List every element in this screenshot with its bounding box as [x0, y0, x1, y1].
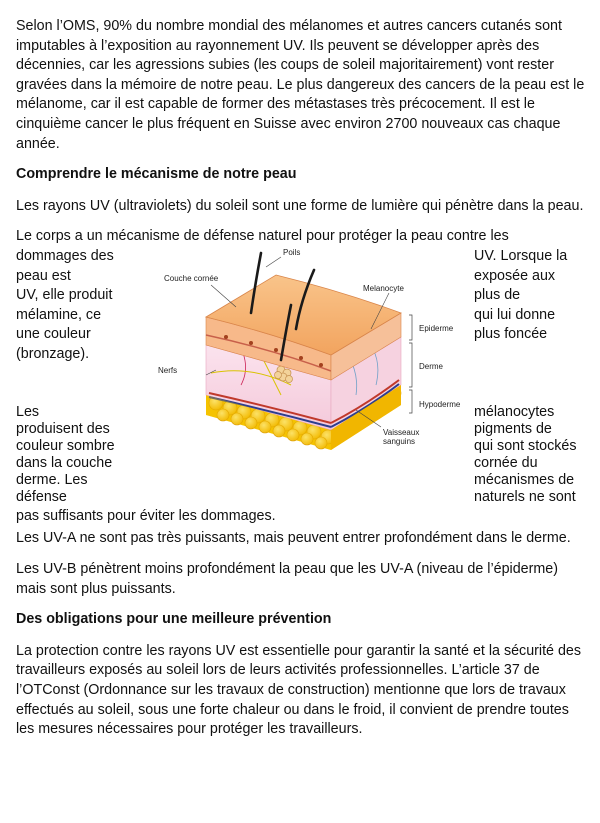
uv-rays-paragraph: Les rayons UV (ultraviolets) du soleil sont une forme de lumière qui pénètre dans la peau.: [16, 197, 584, 214]
wrap-line-left: Les: [16, 404, 40, 421]
wrap-line-left: (bronzage).: [16, 345, 90, 362]
wrap-line-right: exposée aux: [474, 267, 556, 284]
layer-brackets: [409, 315, 412, 413]
wrap-line-left: produisent des: [16, 421, 110, 438]
wrap-line-left: peau est: [16, 267, 71, 284]
label-nerfs: Nerfs: [158, 366, 178, 376]
wrapped-paragraph-with-figure: [16, 227, 586, 529]
uvb-paragraph: Les UV-B pénètrent moins profondément la peau que les UV-A (niveau de l’épiderme) mais sont plus puissants.: [16, 560, 559, 597]
wrap-line-right: qui lui donne: [474, 306, 556, 323]
label-hypoderme: Hypoderme: [419, 400, 461, 410]
wrap-line-right: mélanocytes: [474, 404, 555, 421]
wrap-line-right: plus de: [474, 287, 521, 304]
wrap-line-right: pigments de: [474, 421, 552, 438]
uva-paragraph: Les UV-A ne sont pas très puissants, mais peuvent entrer profondément dans le derme.: [16, 530, 571, 547]
label-epiderme: Epiderme: [419, 324, 454, 334]
document-page: [16, 17, 586, 751]
wrap-line-right: naturels ne sont: [474, 489, 576, 506]
wrap-line-first: Le corps a un mécanisme de défense naturel pour protéger la peau contre les: [16, 228, 509, 245]
label-derme: Derme: [419, 362, 444, 372]
wrap-line-left: mélamine, ce: [16, 306, 102, 323]
label-poils: Poils: [283, 248, 301, 258]
prevention-paragraph: La protection contre les rayons UV est essentielle pour garantir la santé et la sécurité des travailleurs exposés au soleil lors de leurs activités professionnelles. L’article 37 de l’OTConst (Ordonnance sur les travaux de construction) mentionne que lors de travaux effectués au soleil, sous une forte chaleur ou dans le froid, il convient de prendre toutes les mesures nécessaires pour protéger les travailleurs.: [16, 642, 582, 738]
wrap-line-left: une couleur: [16, 326, 91, 343]
label-melanocyte: Melanocyte: [363, 284, 404, 294]
intro-paragraph: Selon l’OMS, 90% du nombre mondial des mélanomes et autres cancers cutanés sont imputables à l’exposition au rayonnement UV. Ils peuvent se développer après des décennies, car les agressions subies (les coups de soleil majoritairement) vont rester gravées dans la mémoire de notre peau. Le plus dangereux des cancers de la peau est le mélanome, car il est capable de former des métastases très précocement. Il est le cinquième cancer le plus fréquent en Suisse avec environ 2700 nouveaux cas chaque année.: [16, 18, 585, 152]
label-sanguins: sanguins: [383, 437, 416, 447]
wrap-line-left: couleur sombre: [16, 438, 115, 455]
wrap-line-right: qui sont stockés: [474, 438, 577, 455]
wrap-line-right: UV. Lorsque la: [474, 247, 568, 264]
wrap-line-left: dommages des: [16, 247, 114, 264]
label-vaisseaux: Vaisseaux: [383, 428, 420, 438]
wrap-line-right: cornée du: [474, 455, 538, 472]
skin-diagram: [131, 245, 461, 470]
wrap-line-right: mécanismes de: [474, 472, 575, 489]
wrap-line-left: derme. Les: [16, 472, 88, 489]
section-heading-prevention: Des obligations pour une meilleure prévention: [16, 611, 332, 628]
section-heading-skin-mechanism: Comprendre le mécanisme de notre peau: [16, 166, 297, 183]
wrap-line-left: défense: [16, 489, 67, 506]
wrap-line-right: plus foncée: [474, 326, 548, 343]
wrap-line-left: UV, elle produit: [16, 287, 113, 304]
wrap-line-left: dans la couche: [16, 455, 113, 472]
wrap-line-last: pas suffisants pour éviter les dommages.: [16, 508, 276, 525]
label-couche-cornee: Couche cornée: [164, 274, 219, 284]
